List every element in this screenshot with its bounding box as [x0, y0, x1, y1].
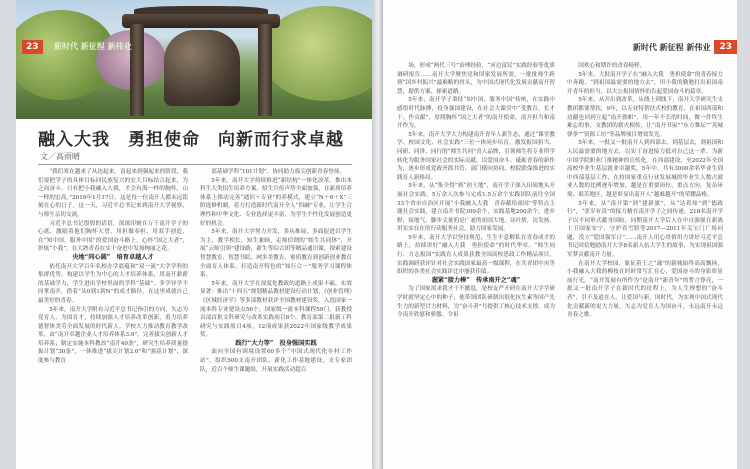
paragraph: 5年来，从开出到改革，从线上到线下，南开大学研究生支教团都要帮扶，9年，以专业特帮扶式校的教育，在祖国西部和边疆也回到立起“南开旗帜”，用一年不长的时间，做一件终生难忘的事。支教团的薪火相传，让“南开书屋”“东方舞坛”“英城弹拳”“资源工坊”等品牌项目增效发光。: [567, 97, 723, 138]
paragraph: 在南开大学校园，象征着王之“魂”的新城始终高高飘扬，小我融入大我的柳枝在时时常写汇在心，爱国奋斗的身影彰显前行光。“南开发展有所作为”是南开“新青年”的誓言铮亮，一批又一批南开学子在新时代的征程上，为人生理想的“奋斗者”，引不及道在人，让爱国与新，国时代，为实现中国式现代化贡献新的更大力量，矢志为党育人为国奋斗，永远南开永远青春之歌。: [567, 260, 723, 319]
page-header: [633, 40, 737, 54]
text-column-left-1: [38, 168, 188, 466]
article-author: 文／高雨晴: [40, 152, 80, 161]
paragraph: 为了国家需求我才干不撤退，是校友严开研在南开大学学研学时就坚定心中的种子，他带领团队研制出很化抗生素等国产先生力的新型甘力材料，为“奋斗者”号提供了核心技术支撑，成为令南开欣慰和骄傲、令祖: [397, 286, 555, 319]
paragraph: 5年来，从“集全得”到“初土地”，南开学子深入田间地头开展社会实践，5万余人次参与完成1.5万余个实践团队前往全国33个省市自治区开展“小我融入大我 青春献给祖国”等特点主题社会实践，建立南开书院300余个，实践基地200余个，进乡野，接地气，脚步丈量的是广袤的祖国大地，诗社情，访发扬，用实实在在的行动服务社会，助力国家发展。: [397, 183, 555, 233]
text-column-right-1: [397, 62, 555, 466]
left-page: [16, 0, 372, 469]
paragraph: 5年来，南开大学附有习近平总书记指引的方向，矢志为党育人、为国育才，持续加强人才培养改革创新，着力培养德智体美劳全面发展的时代新人。学校大力推动教育教学改革，由“南开卓越企业人才培养体系3.0”，完善拔尖创新人才培养系；制定实施本科教改“南开40条”，研究生培养质量提振计划“30条”，一体推进“拔尖计划2.0”和“强基计划”，深度参与教育: [38, 306, 188, 365]
bell-icon: [164, 30, 240, 106]
paragraph: 部基础学科“101计划”，协同助力拔尖创新青春登场。: [211, 169, 346, 175]
header-text: 新时代 新征程 新伟业: [632, 41, 711, 52]
paragraph: “我们寒在越来了从达起来，富起来到强起来的阶段，我们要把学子的具体目标同民族复兴的宏大目标结合起来，为之而奋斗。只有把小我融入大我，才会有海一样的胸怀，山一样的宏高。”2019年1月17日，这是每一位南开人都未远铭刻在心的日子。这一天，习近平总书记来到南开大学视察，与师生亲切交流。: [38, 169, 188, 218]
section-subheading: 央地“同心圆” 培育卓越人才: [72, 253, 154, 261]
page-number: 23: [714, 40, 737, 54]
paragraph: 场，形成“两代三号”治理经验，“河边富民”实践经验等优质调研报告……南开大学聚焦党和国家发展所需，一批批师生跨到“国乡村振兴”最难略的骨头，为中国式现代化发展贡献南开智慧，提供方案、探索道路。: [397, 63, 555, 95]
section-subheading: 践行“大力等” 投身强国实践: [235, 339, 317, 347]
bell-arch-sculpture: [126, 6, 276, 116]
paragraph: 5年来，南开大学大力构建南开青年人新生态，通过“课堂教学、校园文化、社会实践”三位一体同步培育，激发报国担当、同研、同讲、同行的“师生共同”青人品牌，引领师生将专业所学转化为服务国家社会的实际贡献，以爱国奋斗、砥砺青春的新作为，逐步形成党政齐抓共管、部门横向协同、校院联保推进的实践育人新格局。: [397, 131, 555, 181]
section-subheading: 握紧“接力棒” 传承南开之“魂”: [431, 276, 521, 284]
book-gutter: [372, 0, 383, 469]
right-page: [383, 0, 737, 469]
paragraph: 5年来，南开大学在深度化教政的道路上成果丰硕，实效显著：推出“十四五”规划精品教材建设行动计划，《创业管理》《区域经济学》等多部教材获评全国教材建设奖。入选国家一流本科专业建设点56个，国家级一流本科课程59门，获教授首部首批文科研究与改革实践项目8个，教育部第二批新工科研究与实践项目4项，12项成果获2022年国家级教学成果奖。: [200, 280, 352, 339]
page-number: 23: [22, 40, 43, 54]
paragraph: 习近平总书记殷殷的话语，深深印刻在万千南开学子的心底，激励着他们胸怀大望、用担做奉担、用双手创造，在“知中国，服务中国”的爱国奋斗路上，心怀“国之大者”，彰炫“小我”，在大熟青春在实干奋进中发扬绚丽之花。: [38, 220, 188, 253]
title-divider: [38, 164, 352, 165]
paragraph: 5年来，南开大学持续推进“新结构”一体化改革，推出本科生大类招生培养方案，招生宣传声势全面加强，在新质培养体系上推动完善“通识＋专业”的养模式，建立“N＋6＋X”三阶选修机制，着力打造新时代南开全人“四融”专业，让学生合理性和中华文化、专业选择更丰富，为学生个性化发展创造更好的机会。: [200, 177, 352, 227]
article-title: 融入大我 勇担使命 向新而行求卓越: [38, 130, 344, 150]
paragraph: 5年来，南开学子秉持“知中国，服务中国”传统，在实践中感悟时代脉搏，投身强国建设，在社会大课堂中“受教育、长才干、作贡献”，厚爬胸怀“国之大者”的南开使命，南开担当和南开作为。: [397, 97, 555, 130]
paragraph: 5年来，南开大学以坚持规范，生生不息解私在青春成才的路上，持续讲好“融入大我 勇担使命”的时代华章。“师生同行、方志报国”实践育人成果获教全国高校思政工作精品项目，实践调研获评针对社会实践国家最高一级课程，在共青团中央等组织的各类社会实践评比中屡获佳绩。: [397, 234, 555, 276]
bell-sculpture-photo: [16, 0, 372, 119]
paragraph: 5年来，南开大学努力开发，多从推展，多面促进以学生为主，教学相长，知生兼顾，走师信谓的“师生共同体”，开展“云师引领”建设路，新生等综合团等精品通识课，探索建设智慧教室、智慧书院、网多美教育，密质教育到创新创业教育全面育人体系，打造南开特色的“知行合一”服务学习课程体系。: [200, 229, 352, 279]
text-column-left-2: [200, 168, 352, 466]
paragraph: 依托南开大学百年名校办学底蕴和“双一流”大学学科的集群优势，构建以学生为中心的人才培养体系，用南开薪薪的基础学力，学生进出学校里面的学科“基础”、多学异学不同掌南开，借着“从0到1到N”的成才路径，在这里成就自己最美好的青春。: [38, 263, 188, 304]
column-tag: 新时代 新征程 新伟业: [54, 42, 132, 51]
paragraph: 5年来，从“南开第”到“建新旗”，从“达着知”到“德政行”，“张军有真”的接力精在南开学子之间传递。218名南开学子以不同形式献身国防，同期南开大学后人在中自强强在新战士卫国家安宁、守护着雪脸等2017—2011年关宝门广场问题，没立“爱国强军日”……南开人用心用情用力讲好习近平总书记回信勉励南开大学8名新入伍大学生的故事，为实现祖国强军梦贡献南开力量。: [567, 200, 723, 259]
text-column-right-2: [567, 62, 723, 466]
paragraph: 5年来，大批南开学子在“融入大我 勇担使命”的青春接力中奔跑，“到祖国最需要的地方去”，用小我的勤勉打出祖国南开青年的担当，以大公报国情怀的告起爱国奋斗的篇章。: [567, 71, 723, 95]
paragraph: 国欢心和期许的青春榜样。: [578, 63, 646, 69]
paragraph: 面向全国有困境设置60多个“中国式现代化乡村工作站”，组织500支南开团队、新化工作基地建设，支专家团队，近百个师生课题组，开展实践活动超百: [200, 349, 352, 373]
paragraph: 5年来，一批又一批南开人到西部去，到基层去，到祖国和人民最需要的地方去，以实干奋进接力抵对自己这一辈、为新中国学院职业门推精神的宣传化。在西部建设，至2022年全国高校毕业生基层就业卓越奖，5年中，共有3000余名毕业生到中西部基层工作，在持国家重点行业发展城的毕业生人数占就业人数的比例逐年增加，越是在重要岗位、重点方向，复杂环境、艰苦地区，越是彰显出南开人“越难越开”的荣耀品格。: [567, 140, 723, 198]
